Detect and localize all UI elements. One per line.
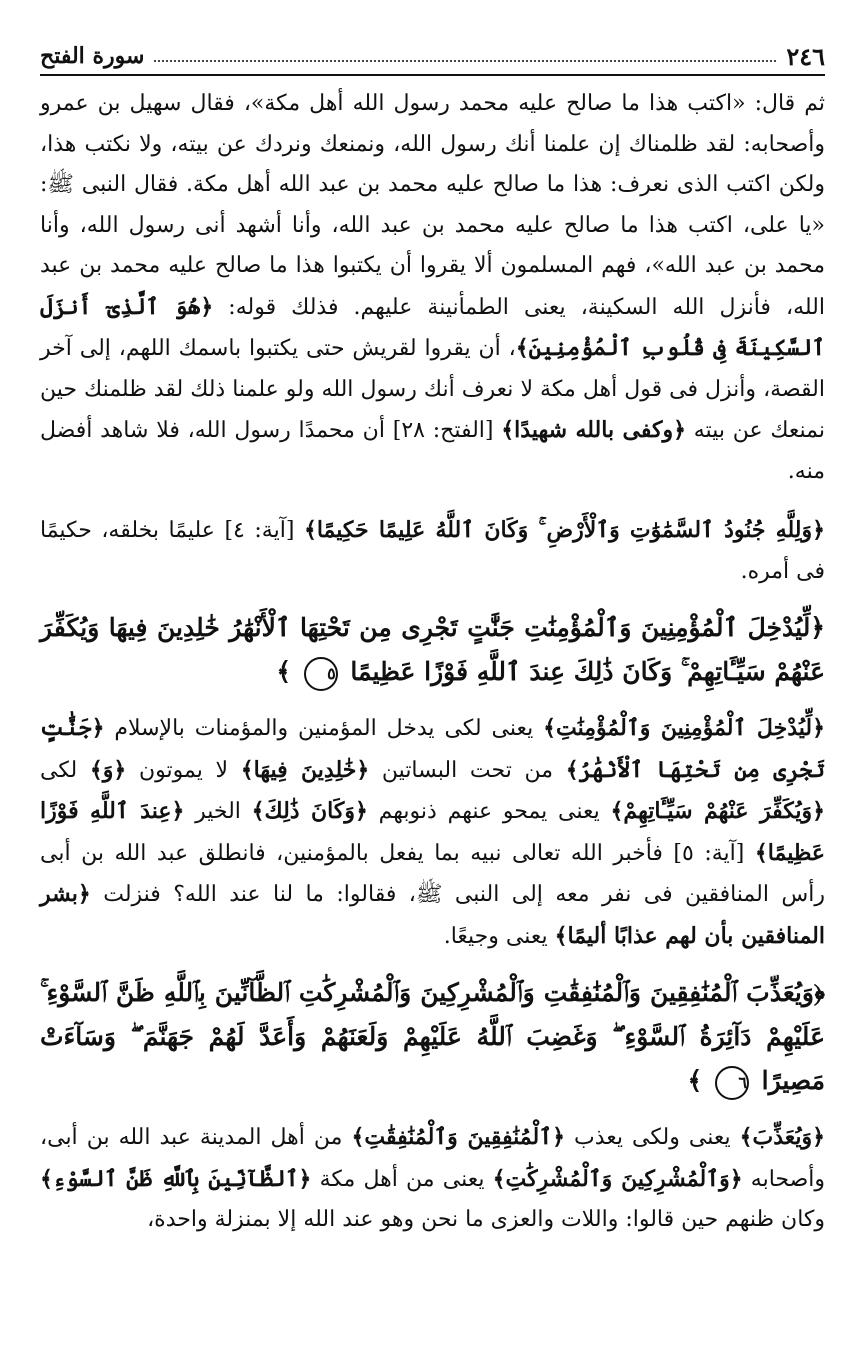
quran-quote: ﴿وَيُكَفِّرَ عَنْهُمْ سَيِّـَٔاتِهِمْ﴾ [610, 798, 825, 824]
commentary-text: [الفتح: ٢٨] أن محمدًا رسول الله، فلا شاهد أفضل منه. [40, 418, 825, 484]
quran-quote: ﴿هُوَ ٱلَّذِىٓ أَنزَلَ ٱلسَّكِينَةَ فِى قُلُوبِ ٱلْمُؤْمِنِينَ﴾ [40, 293, 825, 361]
commentary-text: من تحت البساتين [369, 757, 566, 783]
commentary-text: يعنى يمحو عنهم ذنوبهم [367, 799, 611, 824]
commentary-text: يعنى لكى يدخل المؤمنين والمؤمنات بالإسلام [104, 716, 544, 741]
page-header [40, 38, 825, 76]
commentary-text: الخير [184, 799, 252, 824]
verse-block-5 [40, 606, 825, 694]
verse-close-bracket: ﴾ [276, 657, 291, 686]
ayah-number-marker: ٥ [304, 657, 338, 691]
commentary-text: ، أن يقروا لقريش حتى يكتبوا باسمك اللهم، إلى آخر القصة، وأنزل فى قول أهل مكة لا نعرف أنك رسول الله ولو علمنا ذلك لقد ظلمنك حين نمنعك عن بيته [40, 336, 825, 443]
quran-quote: ﴿ٱلظَّآنِّينَ بِٱللَّهِ ظَنَّ ٱلسَّوْءِ﴾ [40, 1165, 312, 1192]
verse-text: ﴿وَيُعَذِّبَ ٱلْمُنَٰفِقِينَ وَٱلْمُنَٰفِقَٰتِ وَٱلْمُشْرِكِينَ وَٱلْمُشْرِكَٰتِ ٱلظَّآنِّينَ بِٱللَّهِ ظَنَّ ٱلسَّوْءِ ۚ عَلَيْهِمْ دَآئِرَةُ ٱلسَّوْءِ ۖ وَغَضِبَ ٱللَّهُ عَلَيْهِمْ وَلَعَنَهُمْ وَأَعَدَّ لَهُمْ جَهَنَّمَ ۖ وَسَآءَتْ مَصِيرًا [40, 978, 825, 1095]
commentary-text: يعنى ولكى يعذب [564, 1125, 740, 1150]
quran-quote: ﴿جَنَّٰتٍ تَجْرِى مِن تَحْتِهَا ٱلْأَنْهَٰرُ﴾ [40, 715, 825, 783]
commentary-text: يعنى من أهل مكة [311, 1166, 493, 1192]
quran-quote: ﴿وَلِلَّهِ جُنُودُ ٱلسَّمَٰوَٰتِ وَٱلْأَرْضِ ۚ وَكَانَ ٱللَّهُ عَلِيمًا حَكِيمًا﴾ [303, 517, 825, 543]
paragraph-1 [40, 84, 825, 492]
header-dotted-leader [154, 60, 776, 62]
paragraph-3 [40, 708, 825, 957]
quran-quote: ﴿وَيُعَذِّبَ﴾ [739, 1124, 826, 1150]
quran-quote: ﴿وكفى بالله شهيدًا﴾ [501, 417, 686, 443]
commentary-text: ثم قال: «اكتب هذا ما صالح عليه محمد رسول الله أهل مكة»، فقال سهيل بن عمرو وأصحابه: لقد ظلمناك إن علمنا أنك رسول الله، ونمنعك ونردك عن بيته، ولا نكتب هذا، ولكن اكتب الذى نعرف: هذا ما صالح عليه محمد بن عبد الله أهل مكة. فقال النبى ﷺ: «يا على، اكتب هذا ما صالح عليه محمد بن عبد الله، وأنا أشهد أنى رسول الله، وأنا محمد بن عبد الله»، فهم المسلمون ألا يقروا أن يكتبوا هذا ما صالح عليه محمد بن عبد الله، فأنزل الله السكينة، يعنى الطمأنينة عليهم. فذلك قوله: [40, 91, 825, 320]
surah-name: سورة الفتح [40, 43, 145, 69]
verse-block-6 [40, 971, 825, 1103]
commentary-text: [آية: ٤] عليمًا بخلقه، حكيمًا فى أمره. [40, 518, 825, 584]
commentary-text: من أهل المدينة عبد الله بن أبى، وأصحابه [40, 1125, 826, 1192]
quran-quote: ﴿وَٱلْمُشْرِكِينَ وَٱلْمُشْرِكَٰتِ﴾ [492, 1165, 743, 1192]
quran-quote: ﴿بشر المنافقين بأن لهم عذابًا أليمًا﴾ [40, 881, 825, 949]
paragraph-2 [40, 510, 825, 592]
quran-quote: ﴿خَٰلِدِينَ فِيهَا﴾ [240, 756, 370, 783]
verse-text: ﴿لِّيُدْخِلَ ٱلْمُؤْمِنِينَ وَٱلْمُؤْمِنَٰتِ جَنَّٰتٍ تَجْرِى مِن تَحْتِهَا ٱلْأَنْهَٰرُ خَٰلِدِينَ فِيهَا وَيُكَفِّرَ عَنْهُمْ سَيِّـَٔاتِهِمْ ۚ وَكَانَ ذَٰلِكَ عِندَ ٱللَّهِ فَوْزًا عَظِيمًا [40, 613, 825, 686]
commentary-text: وكان ظنهم حين قالوا: واللات والعزى ما نحن وهو عند الله إلا بمنزلة واحدة، [147, 1207, 825, 1232]
quran-quote: ﴿وَ﴾ [89, 756, 127, 783]
verse-close-bracket: ﴾ [687, 1066, 703, 1095]
page-body [40, 84, 825, 1253]
quran-quote: ﴿لِّيُدْخِلَ ٱلْمُؤْمِنِينَ وَٱلْمُؤْمِنَٰتِ﴾ [543, 715, 825, 741]
paragraph-4 [40, 1117, 825, 1241]
page-number: ٢٤٦ [786, 41, 825, 71]
quran-quote: ﴿وَكَانَ ذَٰلِكَ﴾ [251, 798, 368, 824]
commentary-text: لا يموتون [126, 757, 241, 783]
commentary-text: لكى [40, 757, 90, 783]
commentary-text: [آية: ٥] فأخبر الله تعالى نبيه بما يفعل بالمؤمنين، فانطلق عبد الله بن أبى رأس المنافقين فى نفر معه إلى النبى ﷺ، فقالوا: ما لنا عند الله؟ فنزلت [40, 840, 825, 907]
commentary-text: يعنى وجيعًا. [443, 923, 555, 949]
quran-quote: ﴿ٱلْمُنَٰفِقِينَ وَٱلْمُنَٰفِقَٰتِ﴾ [351, 1124, 565, 1150]
ayah-number-marker: ٦ [715, 1066, 749, 1100]
quran-quote: ﴿عِندَ ٱللَّهِ فَوْزًا عَظِيمًا﴾ [40, 798, 825, 866]
